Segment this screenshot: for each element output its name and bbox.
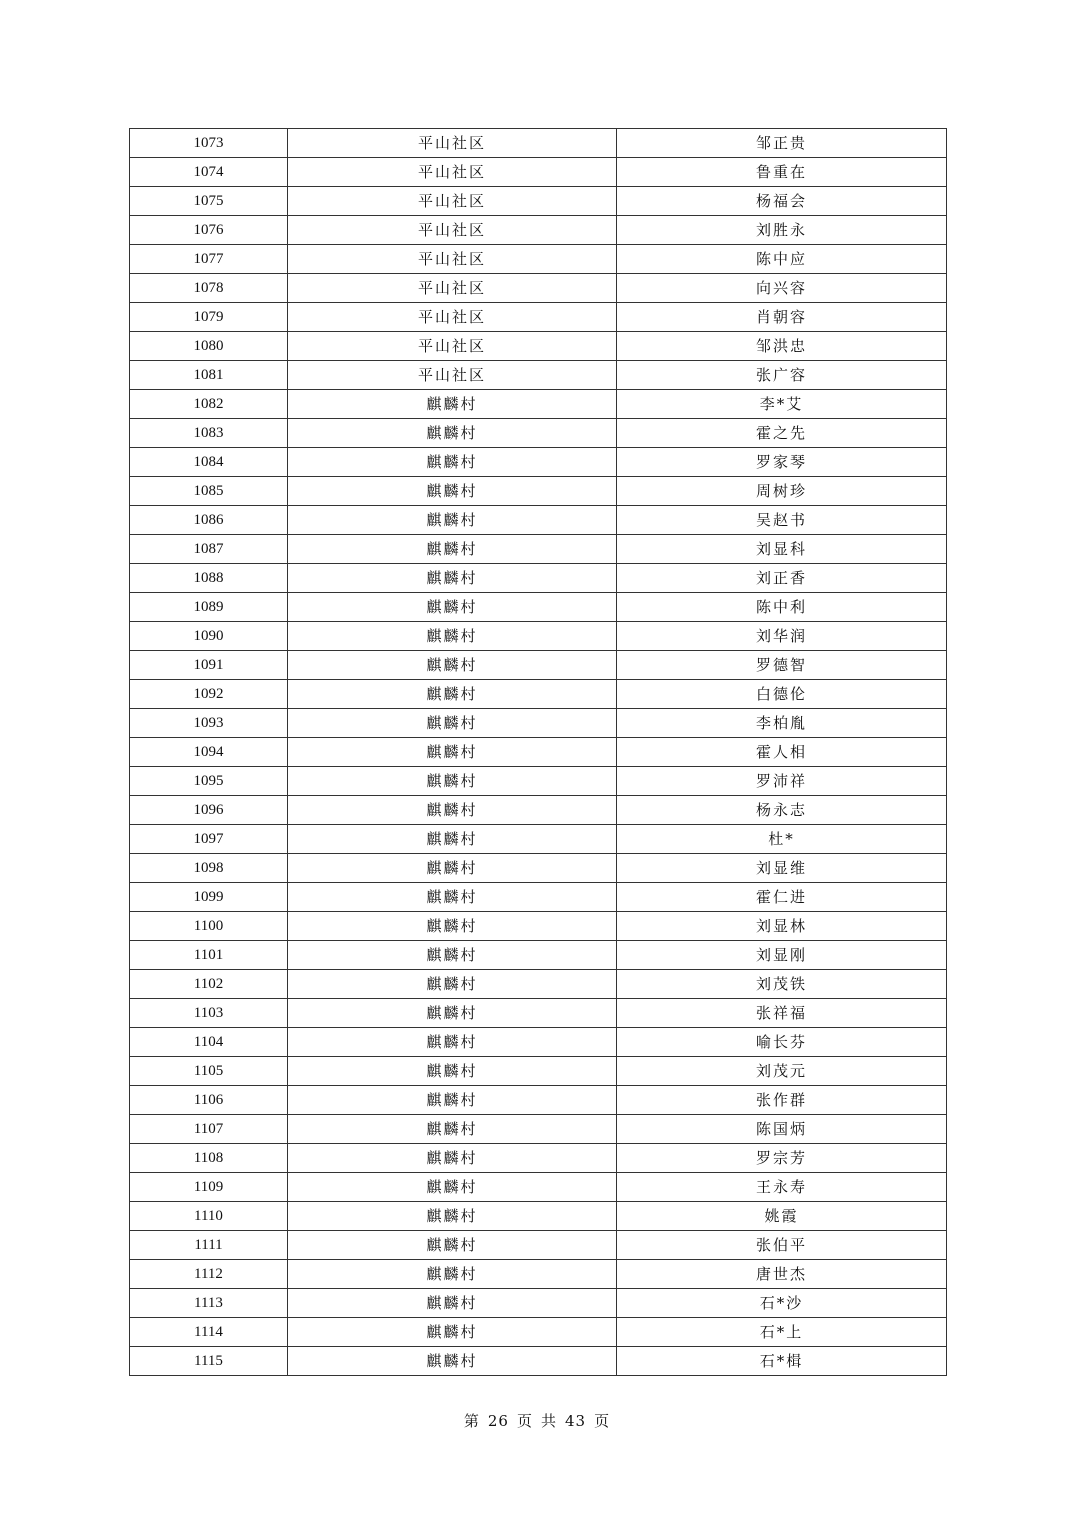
row-number-cell: 1092 bbox=[130, 680, 288, 709]
name-cell: 张作群 bbox=[617, 1086, 947, 1115]
row-number-cell: 1077 bbox=[130, 245, 288, 274]
name-cell: 霍仁进 bbox=[617, 883, 947, 912]
name-cell: 邹洪忠 bbox=[617, 332, 947, 361]
area-cell: 平山社区 bbox=[288, 216, 617, 245]
row-number-cell: 1078 bbox=[130, 274, 288, 303]
row-number-cell: 1095 bbox=[130, 767, 288, 796]
name-cell: 刘茂元 bbox=[617, 1057, 947, 1086]
area-cell: 平山社区 bbox=[288, 187, 617, 216]
row-number-cell: 1109 bbox=[130, 1173, 288, 1202]
table-row bbox=[130, 883, 947, 912]
area-cell: 麒麟村 bbox=[288, 564, 617, 593]
name-cell: 杨福会 bbox=[617, 187, 947, 216]
table-row bbox=[130, 564, 947, 593]
row-number-cell: 1106 bbox=[130, 1086, 288, 1115]
row-number-cell: 1085 bbox=[130, 477, 288, 506]
row-number-cell: 1079 bbox=[130, 303, 288, 332]
area-cell: 麒麟村 bbox=[288, 796, 617, 825]
name-cell: 王永寿 bbox=[617, 1173, 947, 1202]
name-cell: 鲁重在 bbox=[617, 158, 947, 187]
area-cell: 麒麟村 bbox=[288, 1231, 617, 1260]
area-cell: 麒麟村 bbox=[288, 1202, 617, 1231]
row-number-cell: 1100 bbox=[130, 912, 288, 941]
row-number-cell: 1096 bbox=[130, 796, 288, 825]
table-row bbox=[130, 245, 947, 274]
area-cell: 麒麟村 bbox=[288, 448, 617, 477]
name-cell: 杨永志 bbox=[617, 796, 947, 825]
name-cell: 白德伦 bbox=[617, 680, 947, 709]
name-cell: 刘华润 bbox=[617, 622, 947, 651]
name-cell: 周树珍 bbox=[617, 477, 947, 506]
name-cell: 刘显科 bbox=[617, 535, 947, 564]
table-row bbox=[130, 332, 947, 361]
row-number-cell: 1076 bbox=[130, 216, 288, 245]
table-row bbox=[130, 854, 947, 883]
table-row bbox=[130, 506, 947, 535]
table-row bbox=[130, 535, 947, 564]
area-cell: 麒麟村 bbox=[288, 825, 617, 854]
name-cell: 吴赵书 bbox=[617, 506, 947, 535]
row-number-cell: 1097 bbox=[130, 825, 288, 854]
footer-suffix: 页 bbox=[594, 1412, 611, 1430]
area-cell: 麒麟村 bbox=[288, 999, 617, 1028]
table-row bbox=[130, 361, 947, 390]
area-cell: 麒麟村 bbox=[288, 854, 617, 883]
row-number-cell: 1074 bbox=[130, 158, 288, 187]
row-number-cell: 1081 bbox=[130, 361, 288, 390]
name-cell: 刘显维 bbox=[617, 854, 947, 883]
name-cell: 霍人相 bbox=[617, 738, 947, 767]
row-number-cell: 1083 bbox=[130, 419, 288, 448]
table-row bbox=[130, 767, 947, 796]
footer-page-word: 页 bbox=[516, 1412, 533, 1430]
row-number-cell: 1091 bbox=[130, 651, 288, 680]
table-row bbox=[130, 390, 947, 419]
table-row bbox=[130, 1144, 947, 1173]
name-cell: 张祥福 bbox=[617, 999, 947, 1028]
row-number-cell: 1114 bbox=[130, 1318, 288, 1347]
name-cell: 陈中利 bbox=[617, 593, 947, 622]
area-cell: 平山社区 bbox=[288, 303, 617, 332]
area-cell: 麒麟村 bbox=[288, 883, 617, 912]
name-cell: 罗宗芳 bbox=[617, 1144, 947, 1173]
table-row bbox=[130, 912, 947, 941]
table-row bbox=[130, 477, 947, 506]
row-number-cell: 1104 bbox=[130, 1028, 288, 1057]
row-number-cell: 1112 bbox=[130, 1260, 288, 1289]
row-number-cell: 1105 bbox=[130, 1057, 288, 1086]
table-row bbox=[130, 448, 947, 477]
table-row bbox=[130, 274, 947, 303]
table-row bbox=[130, 1231, 947, 1260]
table-row bbox=[130, 1202, 947, 1231]
area-cell: 麒麟村 bbox=[288, 651, 617, 680]
table-row bbox=[130, 738, 947, 767]
row-number-cell: 1107 bbox=[130, 1115, 288, 1144]
row-number-cell: 1115 bbox=[130, 1347, 288, 1376]
area-cell: 麒麟村 bbox=[288, 419, 617, 448]
area-cell: 麒麟村 bbox=[288, 1318, 617, 1347]
name-cell: 向兴容 bbox=[617, 274, 947, 303]
row-number-cell: 1098 bbox=[130, 854, 288, 883]
row-number-cell: 1113 bbox=[130, 1289, 288, 1318]
name-cell: 石*沙 bbox=[617, 1289, 947, 1318]
name-cell: 石*上 bbox=[617, 1318, 947, 1347]
name-cell: 霍之先 bbox=[617, 419, 947, 448]
table-row bbox=[130, 303, 947, 332]
row-number-cell: 1080 bbox=[130, 332, 288, 361]
row-number-cell: 1089 bbox=[130, 593, 288, 622]
row-number-cell: 1086 bbox=[130, 506, 288, 535]
table-row bbox=[130, 187, 947, 216]
table-row bbox=[130, 1057, 947, 1086]
table-row bbox=[130, 1115, 947, 1144]
table-row bbox=[130, 216, 947, 245]
table-row bbox=[130, 1173, 947, 1202]
area-cell: 麒麟村 bbox=[288, 477, 617, 506]
row-number-cell: 1111 bbox=[130, 1231, 288, 1260]
table-row bbox=[130, 999, 947, 1028]
row-number-cell: 1093 bbox=[130, 709, 288, 738]
name-cell: 刘正香 bbox=[617, 564, 947, 593]
area-cell: 麒麟村 bbox=[288, 1260, 617, 1289]
name-cell: 喻长芬 bbox=[617, 1028, 947, 1057]
row-number-cell: 1088 bbox=[130, 564, 288, 593]
name-cell: 石*楫 bbox=[617, 1347, 947, 1376]
table-row bbox=[130, 158, 947, 187]
roster-table bbox=[129, 128, 947, 1376]
name-cell: 张广容 bbox=[617, 361, 947, 390]
area-cell: 麒麟村 bbox=[288, 1173, 617, 1202]
area-cell: 麒麟村 bbox=[288, 1057, 617, 1086]
area-cell: 平山社区 bbox=[288, 332, 617, 361]
name-cell: 罗沛祥 bbox=[617, 767, 947, 796]
table-row bbox=[130, 622, 947, 651]
area-cell: 平山社区 bbox=[288, 158, 617, 187]
area-cell: 麒麟村 bbox=[288, 767, 617, 796]
row-number-cell: 1101 bbox=[130, 941, 288, 970]
area-cell: 平山社区 bbox=[288, 245, 617, 274]
area-cell: 平山社区 bbox=[288, 129, 617, 158]
footer-current-page: 26 bbox=[487, 1412, 509, 1430]
table-row bbox=[130, 1318, 947, 1347]
area-cell: 麒麟村 bbox=[288, 622, 617, 651]
row-number-cell: 1094 bbox=[130, 738, 288, 767]
table-row bbox=[130, 1347, 947, 1376]
footer-total-pages: 43 bbox=[565, 1412, 587, 1430]
table-row bbox=[130, 1289, 947, 1318]
row-number-cell: 1075 bbox=[130, 187, 288, 216]
row-number-cell: 1087 bbox=[130, 535, 288, 564]
table-row bbox=[130, 1086, 947, 1115]
name-cell: 肖朝容 bbox=[617, 303, 947, 332]
area-cell: 麒麟村 bbox=[288, 593, 617, 622]
area-cell: 麒麟村 bbox=[288, 680, 617, 709]
name-cell: 邹正贵 bbox=[617, 129, 947, 158]
area-cell: 麒麟村 bbox=[288, 941, 617, 970]
name-cell: 姚霞 bbox=[617, 1202, 947, 1231]
footer-total-word: 共 bbox=[541, 1412, 558, 1430]
table-row bbox=[130, 680, 947, 709]
table-row bbox=[130, 1028, 947, 1057]
area-cell: 麒麟村 bbox=[288, 1144, 617, 1173]
area-cell: 麒麟村 bbox=[288, 970, 617, 999]
area-cell: 麒麟村 bbox=[288, 1347, 617, 1376]
row-number-cell: 1110 bbox=[130, 1202, 288, 1231]
area-cell: 麒麟村 bbox=[288, 506, 617, 535]
row-number-cell: 1073 bbox=[130, 129, 288, 158]
table-row bbox=[130, 419, 947, 448]
name-cell: 刘显林 bbox=[617, 912, 947, 941]
footer-prefix: 第 bbox=[463, 1412, 480, 1430]
area-cell: 麒麟村 bbox=[288, 912, 617, 941]
area-cell: 麒麟村 bbox=[288, 535, 617, 564]
table-row bbox=[130, 709, 947, 738]
row-number-cell: 1099 bbox=[130, 883, 288, 912]
area-cell: 麒麟村 bbox=[288, 1028, 617, 1057]
name-cell: 陈国炳 bbox=[617, 1115, 947, 1144]
row-number-cell: 1108 bbox=[130, 1144, 288, 1173]
area-cell: 麒麟村 bbox=[288, 709, 617, 738]
table-row bbox=[130, 941, 947, 970]
name-cell: 刘胜永 bbox=[617, 216, 947, 245]
page-footer bbox=[0, 1410, 1074, 1431]
area-cell: 麒麟村 bbox=[288, 1086, 617, 1115]
table-row bbox=[130, 593, 947, 622]
name-cell: 张伯平 bbox=[617, 1231, 947, 1260]
name-cell: 李柏胤 bbox=[617, 709, 947, 738]
row-number-cell: 1102 bbox=[130, 970, 288, 999]
name-cell: 杜* bbox=[617, 825, 947, 854]
name-cell: 罗家琴 bbox=[617, 448, 947, 477]
row-number-cell: 1103 bbox=[130, 999, 288, 1028]
name-cell: 唐世杰 bbox=[617, 1260, 947, 1289]
name-cell: 陈中应 bbox=[617, 245, 947, 274]
table-row bbox=[130, 129, 947, 158]
table-row bbox=[130, 825, 947, 854]
table-row bbox=[130, 651, 947, 680]
name-cell: 刘茂铁 bbox=[617, 970, 947, 999]
name-cell: 刘显刚 bbox=[617, 941, 947, 970]
area-cell: 平山社区 bbox=[288, 361, 617, 390]
table-row bbox=[130, 796, 947, 825]
area-cell: 麒麟村 bbox=[288, 1115, 617, 1144]
table-row bbox=[130, 1260, 947, 1289]
roster-table-body bbox=[130, 129, 947, 1376]
row-number-cell: 1084 bbox=[130, 448, 288, 477]
name-cell: 李*艾 bbox=[617, 390, 947, 419]
table-row bbox=[130, 970, 947, 999]
row-number-cell: 1082 bbox=[130, 390, 288, 419]
area-cell: 麒麟村 bbox=[288, 390, 617, 419]
area-cell: 平山社区 bbox=[288, 274, 617, 303]
row-number-cell: 1090 bbox=[130, 622, 288, 651]
name-cell: 罗德智 bbox=[617, 651, 947, 680]
area-cell: 麒麟村 bbox=[288, 738, 617, 767]
area-cell: 麒麟村 bbox=[288, 1289, 617, 1318]
